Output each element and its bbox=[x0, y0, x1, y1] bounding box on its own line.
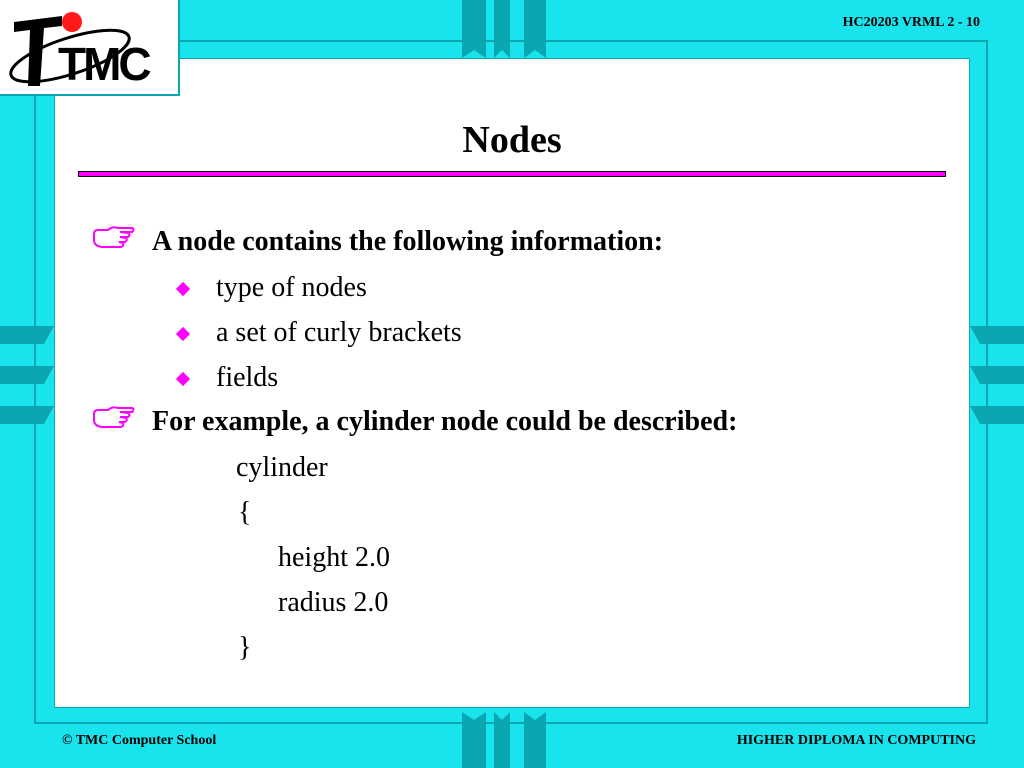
sub-bullet-2: a set of curly brackets bbox=[216, 317, 462, 348]
code-line-1: cylinder bbox=[236, 452, 328, 483]
logo-text: TMC bbox=[58, 38, 149, 90]
slide-title: Nodes bbox=[462, 119, 562, 161]
title-rule bbox=[78, 171, 946, 177]
bullet-1-text: A node contains the following information: bbox=[152, 226, 664, 257]
sub-bullet-1: type of nodes bbox=[216, 272, 367, 303]
sub-bullet-3: fields bbox=[216, 362, 279, 393]
footer-copyright: © TMC Computer School bbox=[62, 733, 217, 748]
code-line-5: } bbox=[238, 632, 252, 663]
tmc-logo-graphic bbox=[0, 0, 178, 94]
pointing-hand-icon bbox=[92, 404, 136, 432]
code-line-2: { bbox=[238, 497, 252, 528]
pointing-hand-icon bbox=[92, 224, 136, 252]
code-line-4: radius 2.0 bbox=[278, 587, 389, 618]
code-line-3: height 2.0 bbox=[278, 542, 390, 573]
footer-program: HIGHER DIPLOMA IN COMPUTING bbox=[736, 733, 976, 748]
tmc-logo bbox=[0, 0, 180, 96]
bullet-2-text: For example, a cylinder node could be described: bbox=[152, 406, 738, 437]
slide-code: HC20203 VRML 2 - 10 bbox=[842, 15, 980, 30]
